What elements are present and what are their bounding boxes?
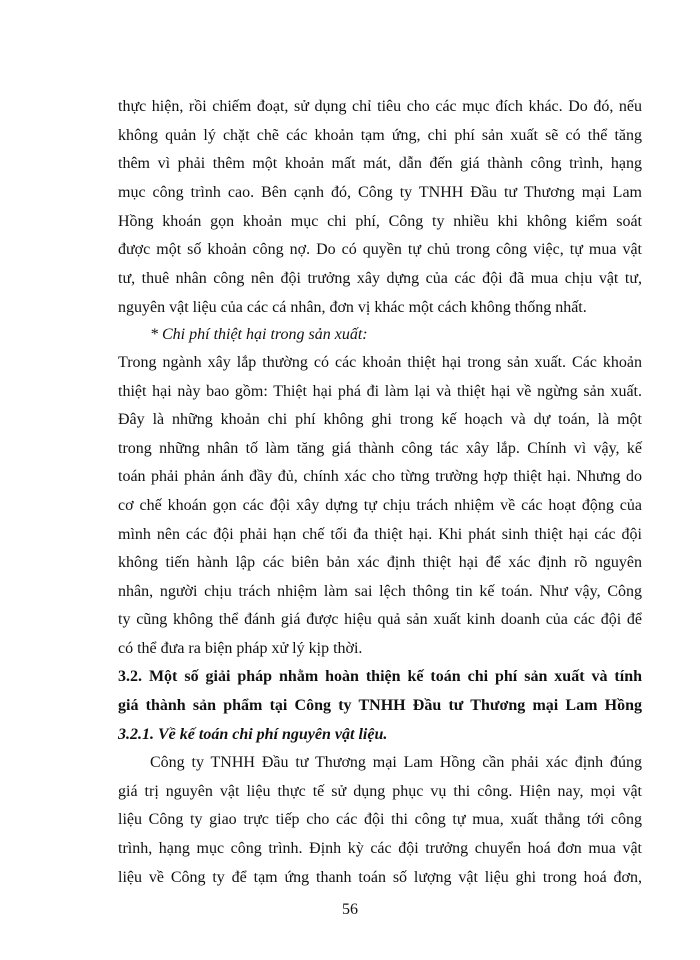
text-line: được một số khoản công nợ. Do có quyền tự chủ trong công việc, tự mua vật: [118, 241, 642, 258]
text-line: Công ty TNHH Đầu tư Thương mại Lam Hồng cần phải xác định đúng: [150, 754, 642, 771]
text-line: ty cũng không thể đánh giá được hiệu quả sản xuất kinh doanh của các đội để: [118, 611, 642, 628]
text-line: mình nên các đội phải hạn chế tối đa thiệt hại. Khi phát sinh thiệt hại các đội: [118, 526, 642, 543]
text-line: liệu Công ty giao trực tiếp cho các đội thi công tự mua, xuất thẳng tới công: [118, 811, 642, 828]
subsection-heading: 3.2.1. Về kế toán chi phí nguyên vật liệu.: [118, 726, 388, 743]
text-line: Hồng khoán gọn khoản mục chi phí, Công ty nhiều khi không kiểm soát: [118, 213, 642, 230]
text-line: nguyên vật liệu của các cá nhân, đơn vị khác một cách không thống nhất.: [118, 299, 587, 316]
text-line: mục công trình cao. Bên cạnh đó, Công ty TNHH Đầu tư Thương mại Lam: [118, 184, 642, 201]
text-line: trình, hạng mục công trình. Định kỳ các đội trưởng chuyển hoá đơn mua vật: [118, 840, 642, 857]
text-line: liệu về Công ty để tạm ứng thanh toán số lượng vật liệu ghi trong hoá đơn,: [118, 869, 642, 886]
heading-line: 3.2. Một số giải pháp nhằm hoàn thiện kế toán chi phí sản xuất và tính: [118, 668, 642, 685]
text-line: toán phải phản ánh đầy đủ, chính xác cho từng trường hợp thiệt hại. Nhưng do: [118, 468, 642, 485]
text-line: giá trị nguyên vật liệu thực tế sử dụng phục vụ thi công. Hiện nay, mọi vật: [118, 783, 642, 800]
subheading-damage-costs: * Chi phí thiệt hại trong sản xuất:: [150, 326, 368, 343]
text-line: Đây là những khoản chi phí không ghi trong kế hoạch và dự toán, là một: [118, 411, 642, 428]
text-line: Trong ngành xây lắp thường có các khoản thiệt hại trong sản xuất. Các khoản: [118, 354, 642, 371]
text-line: nhân, người chịu trách nhiệm làm sai lệch thông tin kế toán. Như vậy, Công: [118, 583, 642, 600]
text-line: tư, thuê nhân công nên đội trưởng xây dựng của các đội đã mua chịu vật tư,: [118, 270, 642, 287]
text-line: thiệt hại này bao gồm: Thiệt hại phá đi làm lại và thiệt hại về ngừng sản xuất.: [118, 383, 642, 400]
text-line: thêm vì phải thêm một khoản mất mát, dẫn đến giá thành công trình, hạng: [118, 155, 642, 172]
heading-line: giá thành sản phẩm tại Công ty TNHH Đầu tư Thương mại Lam Hồng: [118, 697, 642, 714]
text-line: cơ chế khoán gọn các đội xây dựng tự chịu trách nhiệm về các hoạt động của: [118, 497, 642, 514]
text-line: có thể đưa ra biện pháp xử lý kịp thời.: [118, 640, 363, 657]
text-line: thực hiện, rồi chiếm đoạt, sử dụng chỉ tiêu cho các mục đích khác. Do đó, nếu: [118, 98, 642, 115]
text-line: trong những nhân tố làm tăng giá thành công tác xây lắp. Chính vì vậy, kế: [118, 440, 642, 457]
page-number: 56: [342, 901, 358, 918]
text-line: không tiến hành lập các biên bản xác định thiệt hại để xác định rõ nguyên: [118, 554, 642, 571]
text-line: không quản lý chặt chẽ các khoản tạm ứng, chi phí sản xuất sẽ có thể tăng: [118, 127, 642, 144]
